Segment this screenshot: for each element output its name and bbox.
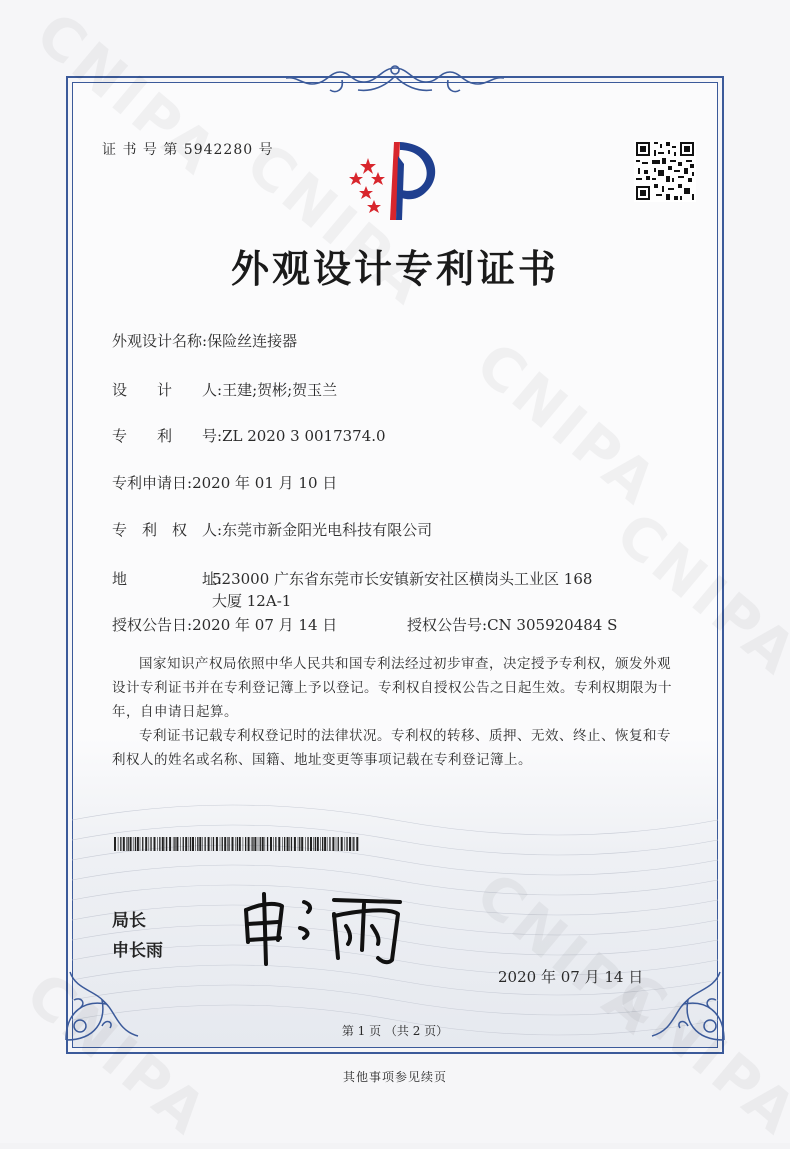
body-paragraph-1: 国家知识产权局依照中华人民共和国专利法经过初步审查，决定授予专利权，颁发外观设计专利证书并在专利登记簿上予以登记。专利权自授权公告之日起生效。专利权期限为十年，自申请日起算。	[112, 656, 672, 720]
page-title: 外观设计专利证书	[230, 247, 559, 291]
director-title: 局长	[112, 911, 146, 931]
grant-date-value: 2020 年 07 月 14 日	[192, 616, 338, 634]
filing-date-label: 专利申请日:	[112, 474, 193, 492]
cnipa-logo-icon	[336, 136, 454, 230]
designer-row	[112, 379, 337, 401]
patent-number-row	[112, 425, 386, 447]
handwritten-signature-icon	[230, 880, 410, 970]
grant-date-label: 授权公告日:	[112, 616, 193, 634]
barcode-icon	[114, 837, 360, 851]
qr-code-icon	[634, 140, 696, 202]
address-label: 地 址:	[112, 570, 223, 588]
top-ornament-icon	[282, 62, 508, 102]
page-number: 第 1 页 （共 2 页）	[341, 1024, 449, 1038]
designer-label: 设 计 人:	[112, 381, 223, 399]
filing-date-row	[112, 472, 337, 494]
patentee-label: 专 利 权 人:	[112, 521, 223, 539]
grant-number-row	[407, 614, 617, 636]
patentee-value: 东莞市新金阳光电科技有限公司	[222, 521, 433, 539]
design-name-row	[112, 330, 297, 352]
director-name: 申长雨	[112, 941, 163, 961]
patent-number-label: 专 利 号:	[112, 427, 223, 445]
address-row	[112, 568, 593, 610]
footer-note: 其他事项参见续页	[342, 1070, 447, 1084]
address-value: 523000 广东省东莞市长安镇新安社区横岗头工业区 168 大厦 12A-1	[212, 570, 593, 610]
issue-date: 2020 年 07 月 14 日	[498, 968, 644, 986]
design-name-value: 保险丝连接器	[207, 332, 298, 350]
patent-number-value: ZL 2020 3 0017374.0	[222, 427, 386, 445]
grant-number-value: CN 305920484 S	[487, 616, 618, 634]
body-paragraph-2: 专利证书记载专利权登记时的法律状况。专利权的转移、质押、无效、终止、恢复和专利权人的姓名或名称、国籍、地址变更等事项记载在专利登记簿上。	[112, 728, 671, 768]
certificate-number: 证 书 号 第 5942280 号	[102, 142, 274, 158]
designer-value: 王建;贺彬;贺玉兰	[222, 381, 338, 399]
design-name-label: 外观设计名称:	[112, 332, 208, 350]
grant-date-row	[112, 614, 337, 636]
patentee-row	[112, 519, 432, 541]
grant-number-label: 授权公告号:	[407, 616, 488, 634]
filing-date-value: 2020 年 01 月 10 日	[192, 474, 338, 492]
